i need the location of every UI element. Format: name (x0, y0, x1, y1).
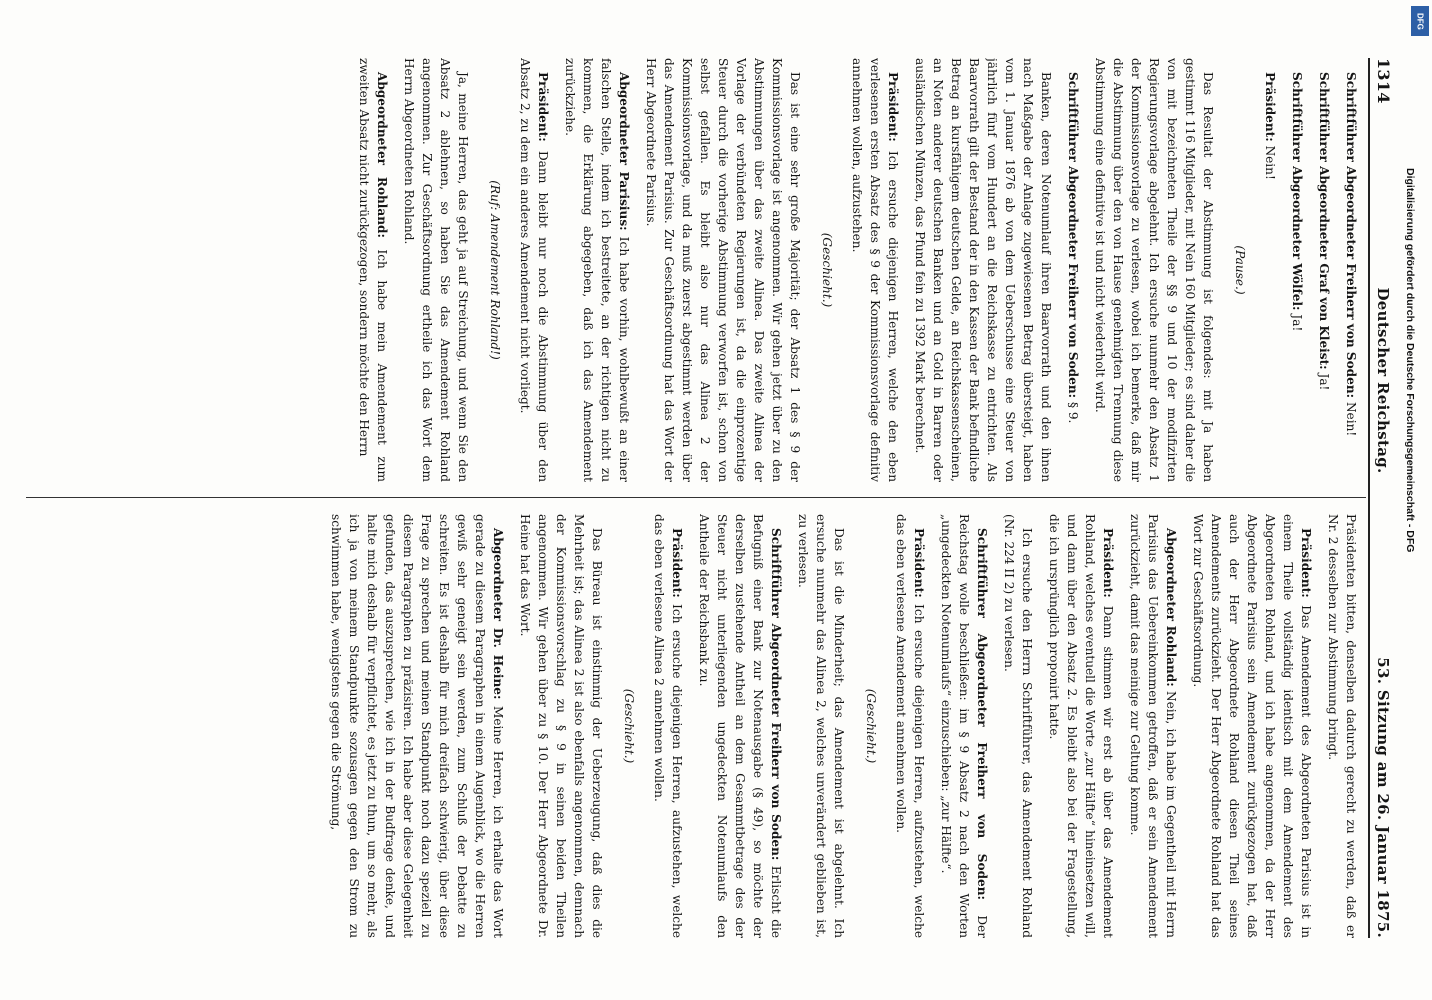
paragraph (1000, 514, 1036, 938)
session-title: 53. Sitzung am 26. Januar 1875. (1374, 657, 1392, 938)
page-number: 1314 (1374, 58, 1393, 104)
paragraph (1064, 58, 1082, 482)
paragraph-text: Dann bleibt nur noch die Abstimmung über den Absatz 2, zu dem ein anderes Amendement nicht vorliegt. (518, 58, 550, 482)
speaker-label: Präsident: (1299, 528, 1313, 598)
paragraph (561, 58, 633, 482)
speaker-label: Präsident: (670, 528, 684, 598)
funding-note: Digitalisierung gefördert durch die Deutsche Forschungsgemeinschaft - DFG (1404, 168, 1416, 553)
paragraph (1091, 58, 1217, 482)
paragraph-text: Nein! (1263, 145, 1277, 180)
paragraph-text: Das Resultat der Abstimmung ist folgendes: mit Ja haben gestimmt 116 Mitglieder, mit Nein 160 Mitglieder; es sind daher die von mit bezeichneten Theile der §§ 9 und 10 der modifizirten Regierungsvorlage abgelehnt. Ich ersuche nunmehr den Absatz 1 der Kommissionsvorlage zu verlesen, wobei ich bemerke, daß mir die Abstimmung über den von Hause genehmigten Trennung diese Abstimmung eine definitive ist und nicht wiederholt wird. (1093, 58, 1215, 482)
paragraph (1315, 58, 1333, 482)
paragraph (516, 58, 552, 482)
speaker-label: Präsident: (912, 528, 926, 598)
paragraph (516, 514, 606, 938)
paragraph (794, 514, 848, 938)
column-divider (26, 497, 1366, 498)
paragraph (695, 514, 785, 938)
paragraph-text: Ich ersuche diejenigen Herren, welche den eben verlesenen ersten Absatz des § 9 der Kommissionsvorlage definitiv annehmen wollen, aufzustehen. (850, 58, 900, 482)
paragraph (1342, 58, 1360, 482)
speaker-label: Schriftführer Abgeordneter Freiherr von Soden: (769, 528, 783, 861)
paragraph (1324, 514, 1360, 938)
paragraph-text: Erlischt die Befugniß einer Bank zur Notenausgabe (§ 49), so möchte der derselben zustehende Antheil an dem Gesammtbetrage des der Steuer nicht unterliegenden ungedeckten Notenumlaufs den Antheile der Reichsbank zu. (697, 514, 783, 938)
paragraph-text: Dann stimmen wir erst ab über das Amendement Rohland, welches eventuell die Worte „zur Hälfte“ hineinsetzen will, und dann über den Absatz 2. Es bleibt also bei der Fragestellung, die ich ursprünglich proponirt hatte. (1047, 514, 1115, 938)
paragraph (1189, 514, 1315, 938)
paragraph-text: Der Reichstag wolle beschließen: im § 9 Absatz 2 nach den Worten „ungedeckten Notenumlaufs“ einzuschieben: „zur Hälfte“. (939, 514, 989, 938)
paragraph-text: Nein! (1344, 401, 1358, 437)
paragraph-text: Das Amendement des Abgeordneten Parisius ist in einem Theile vollständig identisch mit dem Amendement des Abgeordneten Rohland, und ich habe angenommen, da der Herr Abgeordnete Parisius sein Amendement zurückgezogen hat, daß auch der Herr Abgeordnete Rohland diesen Theil seines Amendements zurückzieht. Der Herr Abgeordnete Rohland hat das Wort zur Geschäftsordnung. (1191, 514, 1313, 938)
paragraph-text: Nein, ich habe im Gegentheil mit Herrn Parisius das Uebereinkommen getroffen, daß er sein Amendement zurückzieht, damit das meinige zur Geltung komme. (1128, 514, 1178, 938)
paragraph (650, 514, 686, 938)
stage-direction: (Geschieht.) (622, 688, 636, 764)
paragraph (327, 514, 507, 938)
paragraph (355, 58, 391, 482)
stage-direction: (Geschieht.) (820, 232, 834, 308)
speaker-label: Schriftführer Abgeordneter Freiherr von Soden: (1066, 72, 1080, 399)
speaker-label: Präsident: (1263, 72, 1277, 142)
paragraph (1288, 58, 1306, 482)
stage-direction: (Ruf: Amendement Rohland!) (488, 180, 502, 360)
paragraph (848, 58, 902, 482)
paragraph-text: Ich ersuche diejenigen Herren, aufzustehen, welche das eben verlesene Amendement annehmen wollen. (894, 514, 926, 938)
speaker-label: Präsident: (886, 72, 900, 142)
paragraph-text: Ja! (1290, 314, 1304, 332)
speaker-label: Schriftführer Abgeordneter Freiherr von Soden: (975, 528, 989, 901)
paragraph-text: Ich habe mein Amendement zum zweiten Absatz nicht zurückgezogen, sondern möchte den Herrn (357, 58, 389, 482)
speaker-label: Schriftführer Abgeordneter Freiherr von Soden: (1344, 72, 1358, 399)
stage-direction: (Pause.) (1233, 245, 1247, 295)
paragraph (892, 514, 928, 938)
dfg-logo: DFG (1411, 6, 1429, 36)
paragraph (400, 58, 472, 482)
speaker-label: Abgeordneter Parisius: (617, 72, 631, 231)
paragraph-text: Das ist eine sehr große Majorität; der Absatz 1 des § 9 der Kommissionsvorlage ist angenommen. Wir gehen jetzt über zu den Abstimmungen über das zweite Alinea. Das zweite Alinea der Vorlage der verbündeten Regierungen ist, da die einprozentige Steuer durch die vorherige Abstimmung verworfen ist, schon von selbst gefallen. Es bleibt also nur das Alinea 2 der Kommissionsvorlage, und da muß zuerst abgestimmt werden über das Amendement Parisius. Zur Geschäftsordnung hat das Wort der Herr Abgeordnete Parisius. (644, 58, 802, 482)
paragraph (1045, 514, 1117, 938)
paragraph-text: Ich ersuche den Herrn Schriftführer, das Amendement Rohland (Nr. 224 II 2) zu verlesen. (1002, 514, 1034, 938)
paragraph (642, 58, 804, 482)
paragraph-text: § 9. (1066, 401, 1080, 424)
paragraph-text: Banken, deren Notenumlauf ihren Baarvorrath und den ihnen nach Maßgabe der Anlage zugewiesenen Betrag übersteigt, haben vom 1. Januar 1876 ab von dem Ueberschusse eine Steuer von jährlich fünf vom Hundert an die Reichskasse zu entrichten. Als Baarvorrath gilt der Bestand der in den Kassen der Bank befindliche Betrag an kursfähigem deutschen Gelde, an Reichskassenscheinen, an Noten anderer deutschen Banken und an Gold in Barren oder ausländischen Münzen, das Pfund fein zu 1392 Mark berechnet. (913, 58, 1053, 482)
paragraph (937, 514, 991, 938)
paragraph-text: Ja, meine Herren, das geht ja auf Streichung, und wenn Sie den Absatz 2 ablehnen, so haben Sie das Amendement Rohland angenommen. Zur Geschäftsordnung ertheile ich das Wort dem Herrn Abgeordneten Rohland. (402, 58, 470, 482)
paragraph-text: Das ist die Minderheit; das Amendement ist abgelehnt. Ich ersuche nunmehr das Alinea 2, welches unverändert geblieben ist, zu verlesen. (796, 514, 846, 938)
paragraph-text: Das Büreau ist einstimmig der Ueberzeugung, daß dies die Mehrheit ist; das Alinea 2 ist also ebenfalls angenommen, demnach der Kommissionsvorschlag zu § 9 in seinen beiden Theilen angenommen. Wir gehen über zu § 10. Der Herr Abgeordnete Dr. Heine hat das Wort. (518, 514, 604, 938)
speaker-label: Schriftführer Abgeordneter Graf von Kleist: (1317, 72, 1331, 370)
speaker-label: Schriftführer Abgeordneter Wölfel: (1290, 72, 1304, 311)
speaker-label: Abgeordneter Rohland: (1164, 528, 1178, 687)
speaker-label: Abgeordneter Dr. Heine: (491, 528, 505, 700)
text-column-right (30, 514, 1360, 938)
paragraph-text: Meine Herren, ich erhalte das Wort gerade zu diesem Paragraphen in einem Augenblick, wo die Herren gewiß sehr geneigt sein werden, zum Schluß der Debatte zu schreiten. Es ist deshalb für mich dreifach schwierig, über diese Frage zu sprechen und meinen Standpunkt noch dazu speziell zu diesem Paragraphen zu präzisiren. Ich habe aber diese Gelegenheit gefunden, das auszusprechen, wie ich in der Budfrage denke, und halte mich deshalb für verpflichtet, es jetzt zu thun, um so mehr, als ich ja von meinem Standpunkte sozusagen gegen den Strom zu schwimmen habe, wenigstens gegen die Strömung, (329, 514, 505, 938)
paragraph-text: Ja! (1317, 373, 1331, 391)
paragraph (1261, 58, 1279, 482)
stage-direction: (Geschieht.) (864, 688, 878, 764)
paragraph (1126, 514, 1180, 938)
speaker-label: Präsident: (1101, 528, 1115, 598)
dfg-sidebar (1404, 8, 1428, 988)
speaker-label: Präsident: (536, 72, 550, 142)
speaker-label: Abgeordneter Rohland: (375, 72, 389, 238)
publication-title: Deutscher Reichstag. (1374, 287, 1392, 474)
paragraph-text: Ich habe vorhin, wohlbewußt an einer falschen Stelle, indem ich bestreitete, an der richtigen nicht zu kommen, die Erklärung abgegeben, daß ich das Amendement zurückziehe. (563, 58, 631, 482)
paragraph-text: Präsidenten bitten, denselben dadurch gerecht zu werden, daß er Nr. 2 desselben zur Abstimmung bringt. (1326, 514, 1358, 938)
paragraph-text: Ich ersuche diejenigen Herren, aufzustehen, welche das eben verlesene Alinea 2 annehmen wollen. (652, 514, 684, 938)
paragraph (911, 58, 1055, 482)
text-column-left (30, 58, 1360, 482)
